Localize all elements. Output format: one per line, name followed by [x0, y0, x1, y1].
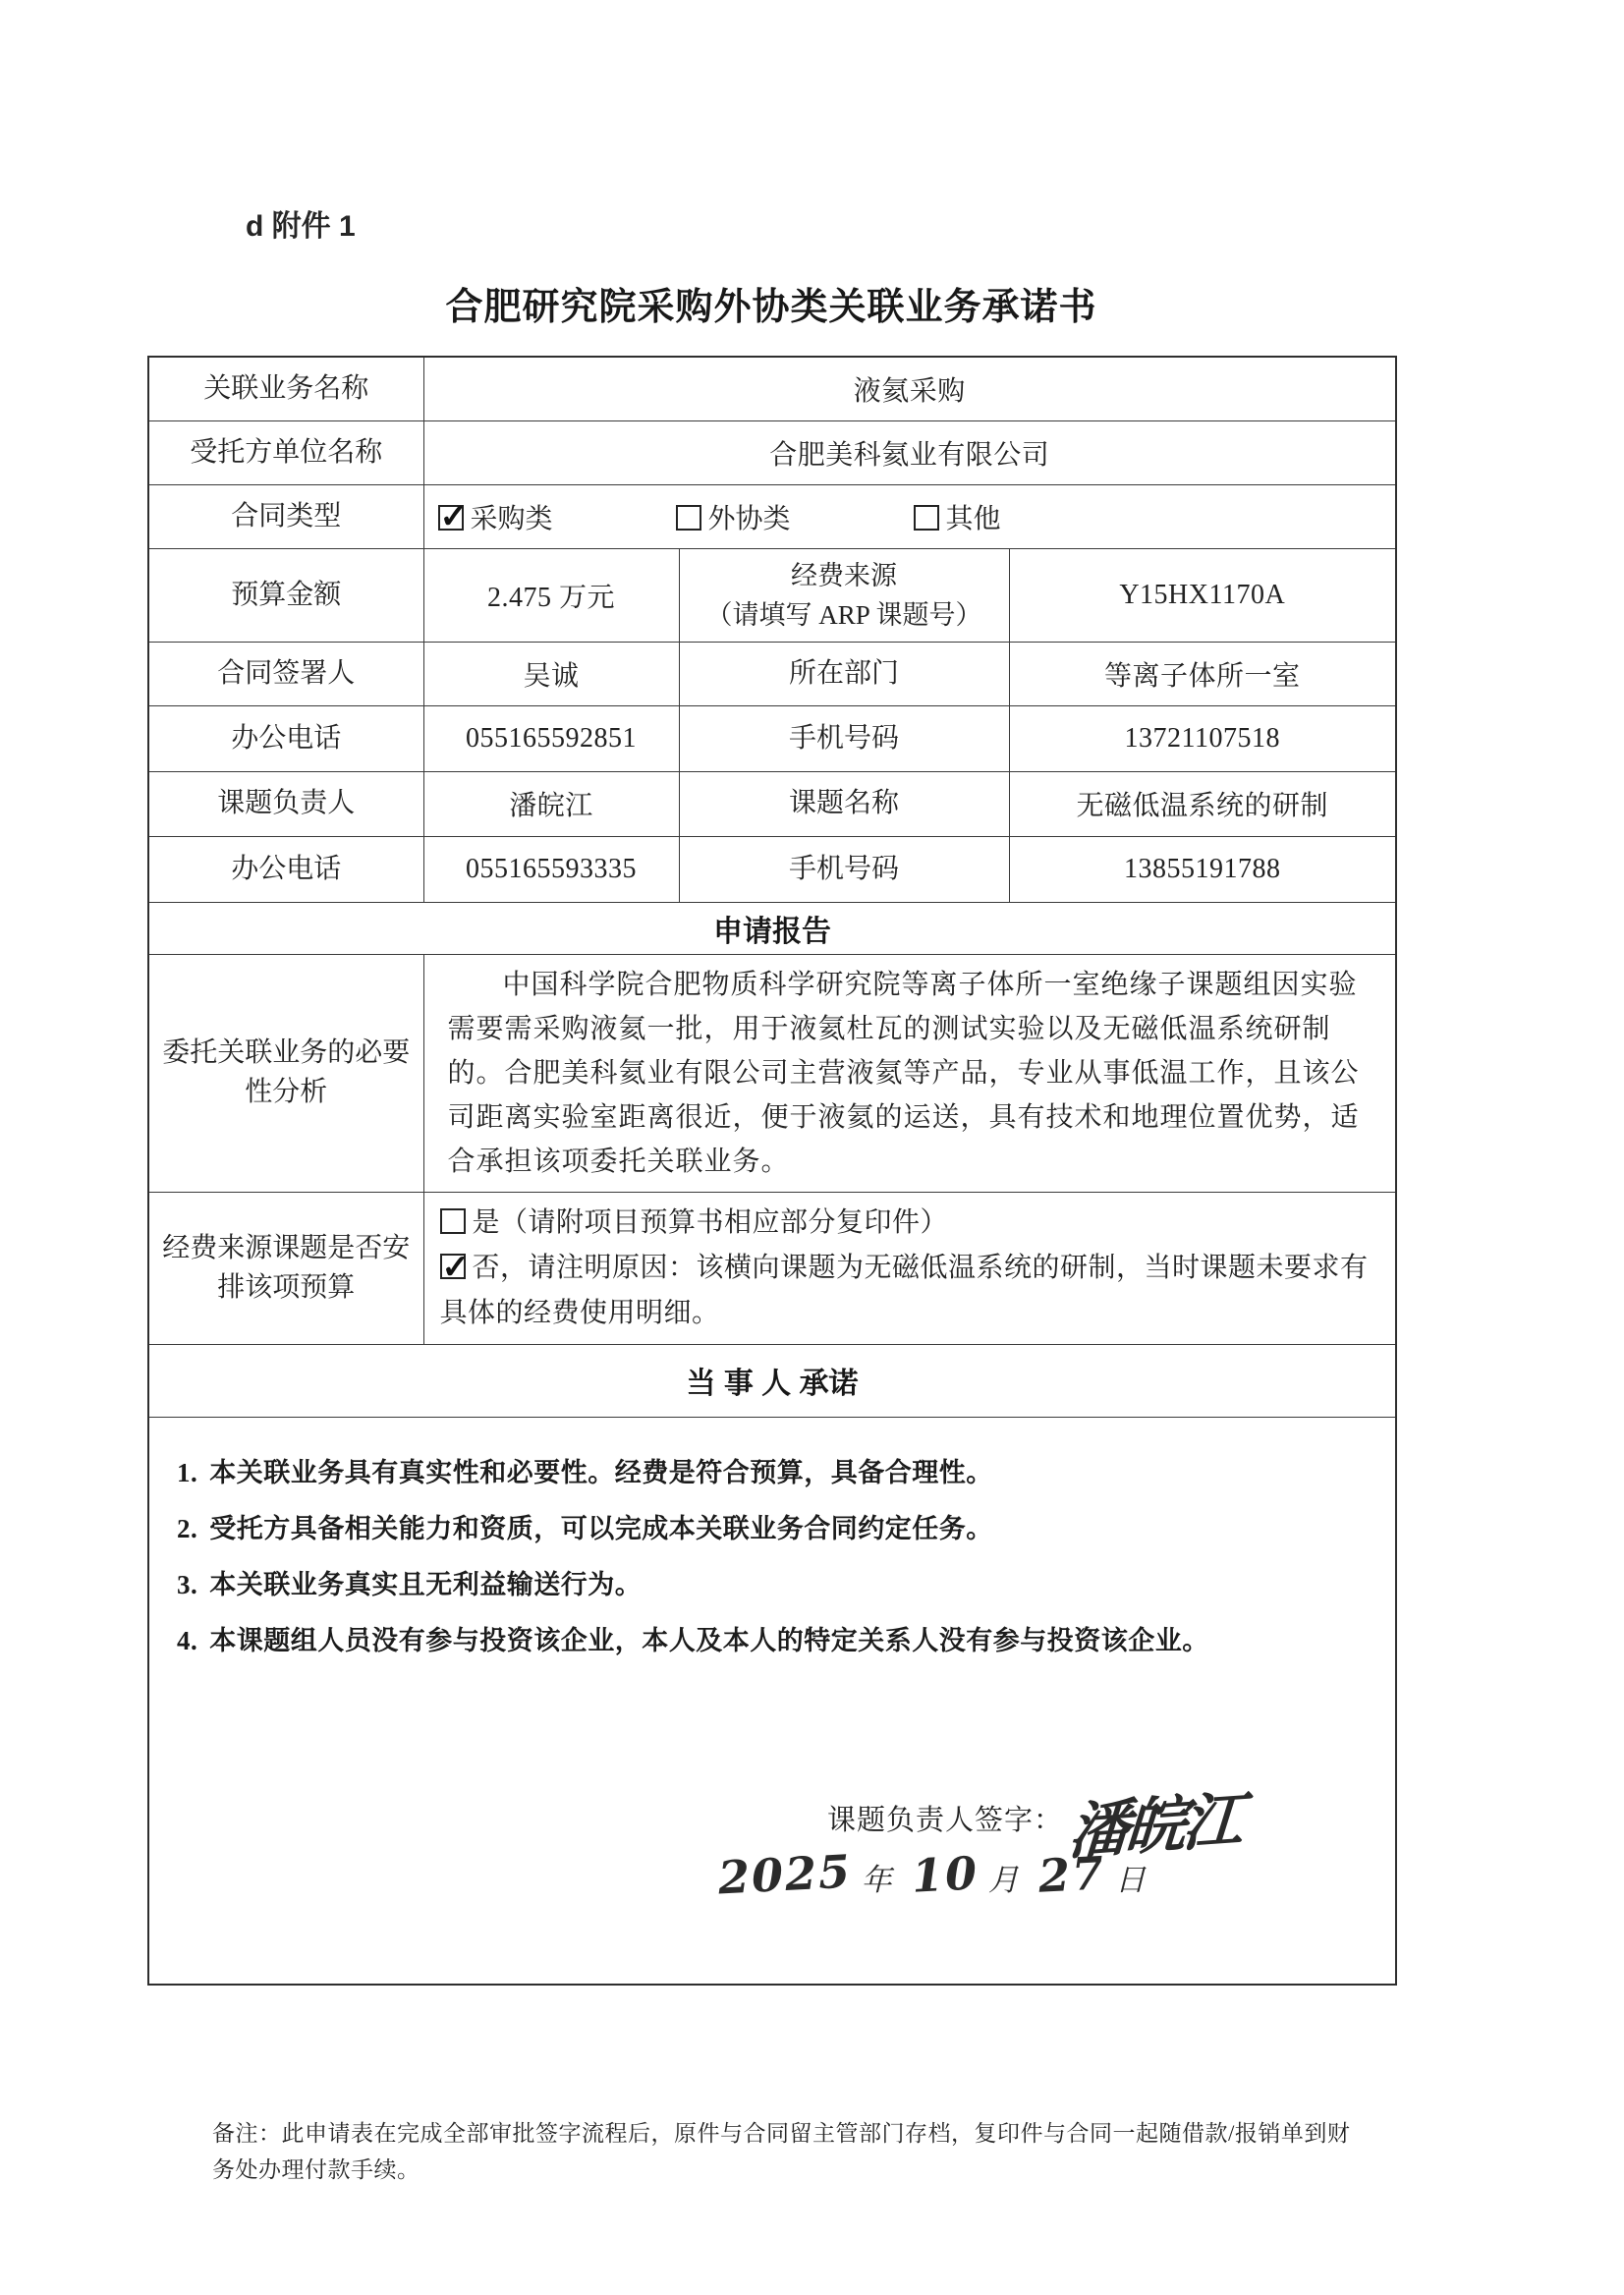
date-month: 10 — [910, 1845, 980, 1903]
signature-date — [177, 1843, 1240, 1905]
budget-value: 2.475 万元 — [423, 548, 679, 642]
checkbox-checked-icon — [438, 505, 464, 531]
footer-note: 备注：此申请表在完成全部审批签字流程后，原件与合同留主管部门存档，复印件与合同一起随借款/报销单到财务处办理付款手续。 — [212, 2121, 1351, 2182]
commitment-number: 4. — [177, 1625, 198, 1655]
department-value: 等离子体所一室 — [1009, 642, 1396, 705]
row-commitments — [148, 1417, 1396, 1985]
commitment-number: 2. — [177, 1513, 198, 1543]
row-contract-type — [148, 484, 1396, 548]
commitments-cell — [148, 1417, 1396, 1985]
row-necessity — [148, 954, 1396, 1192]
row-application-report-header — [148, 902, 1396, 954]
budget-arranged-options — [423, 1192, 1396, 1344]
date-year: 2025 — [716, 1843, 853, 1905]
mobile2-value: 13855191788 — [1009, 836, 1396, 902]
commitment-text: 本关联业务具有真实性和必要性。经费是符合预算，具备合理性。 — [209, 1457, 993, 1487]
budget-arranged-yes-label: 是（请附项目预算书相应部分复印件） — [472, 1206, 949, 1238]
mobile1-value: 13721107518 — [1009, 705, 1396, 771]
office-phone2-value: 055165593335 — [423, 836, 679, 902]
commitment-item — [177, 1445, 1366, 1501]
budget-arranged-no — [440, 1253, 1369, 1328]
checkbox-empty-icon — [914, 505, 939, 531]
row-office-phone-2 — [148, 836, 1396, 902]
row-project-leader — [148, 771, 1396, 836]
signer-label: 合同签署人 — [148, 642, 423, 705]
business-name-label: 关联业务名称 — [148, 357, 423, 420]
project-name-value: 无磁低温系统的研制 — [1009, 771, 1396, 836]
commitment-item — [177, 1501, 1366, 1557]
commitment-header: 当 事 人 承诺 — [148, 1344, 1396, 1417]
option-other — [914, 497, 1001, 536]
funding-source-value: Y15HX1170A — [1009, 548, 1396, 642]
mobile2-label: 手机号码 — [679, 836, 1009, 902]
signature-handwritten: 潘皖江 — [1066, 1783, 1243, 1868]
checkbox-empty-icon — [440, 1208, 466, 1234]
option-outsourcing — [676, 497, 791, 536]
date-day-suffix: 日 — [1115, 1862, 1146, 1898]
department-label: 所在部门 — [679, 642, 1009, 705]
signature-area — [177, 1777, 1366, 1905]
commitment-item — [177, 1557, 1366, 1613]
trustee-name-value: 合肥美科氦业有限公司 — [423, 420, 1396, 484]
date-day: 27 — [1036, 1845, 1107, 1903]
signature-label: 课题负责人签字： — [826, 1804, 1063, 1836]
row-trustee-name — [148, 420, 1396, 484]
commitment-text: 受托方具备相关能力和资质，可以完成本关联业务合同约定任务。 — [209, 1513, 993, 1543]
funding-source-label-line1: 经费来源 — [791, 560, 897, 590]
office-phone1-value: 055165592851 — [423, 705, 679, 771]
checkbox-empty-icon — [676, 505, 701, 531]
office-phone2-label: 办公电话 — [148, 836, 423, 902]
date-month-suffix: 月 — [987, 1862, 1019, 1898]
project-leader-label: 课题负责人 — [148, 771, 423, 836]
trustee-name-label: 受托方单位名称 — [148, 420, 423, 484]
necessity-text: 中国科学院合肥物质科学研究院等离子体所一室绝缘子课题组因实验需要需采购液氦一批，用于液氦杜瓦的测试实验以及无磁低温系统研制的。合肥美科氦业有限公司主营液氦等产品，专业从事低温工作，且该公司距离实验室距离很近，便于液氦的运送，具有技术和地理位置优势，适合承担该项委托关联业务。 — [423, 954, 1396, 1192]
application-report-header: 申请报告 — [148, 902, 1396, 954]
mobile1-label: 手机号码 — [679, 705, 1009, 771]
checkbox-checked-icon — [440, 1254, 466, 1279]
commitment-item — [177, 1613, 1366, 1669]
business-name-value: 液氦采购 — [423, 357, 1396, 420]
commitment-number: 1. — [177, 1457, 198, 1487]
commitment-number: 3. — [177, 1569, 198, 1599]
form-table — [147, 356, 1397, 1986]
date-year-suffix: 年 — [861, 1862, 892, 1898]
row-commitment-header — [148, 1344, 1396, 1417]
signature-line — [177, 1777, 1243, 1868]
row-budget-arranged — [148, 1192, 1396, 1344]
contract-type-options — [423, 484, 1396, 548]
commitment-text: 本课题组人员没有参与投资该企业，本人及本人的特定关系人没有参与投资该企业。 — [209, 1625, 1209, 1655]
budget-arranged-label: 经费来源课题是否安排该项预算 — [148, 1192, 423, 1344]
project-name-label: 课题名称 — [679, 771, 1009, 836]
funding-source-label-line2: （请填写 ARP 课题号） — [705, 599, 982, 630]
budget-arranged-no-label: 否，请注明原因：该横向课题为无磁低温系统的研制，当时课题未要求有具体的经费使用明细。 — [439, 1252, 1369, 1328]
necessity-label: 委托关联业务的必要性分析 — [148, 954, 423, 1192]
project-leader-value: 潘皖江 — [423, 771, 679, 836]
budget-arranged-yes — [440, 1201, 1376, 1246]
budget-label: 预算金额 — [148, 548, 423, 642]
row-signer — [148, 642, 1396, 705]
row-budget — [148, 548, 1396, 642]
row-office-phone-1 — [148, 705, 1396, 771]
attachment-label: d 附件 1 — [246, 210, 356, 243]
option-outsourcing-label: 外协类 — [707, 503, 791, 534]
option-purchase — [438, 497, 553, 536]
funding-source-label — [679, 548, 1009, 642]
row-business-name — [148, 357, 1396, 420]
option-purchase-label: 采购类 — [470, 503, 553, 534]
commitment-text: 本关联业务真实且无利益输送行为。 — [209, 1569, 643, 1599]
office-phone1-label: 办公电话 — [148, 705, 423, 771]
signer-value: 吴诚 — [423, 642, 679, 705]
option-other-label: 其他 — [945, 503, 1001, 534]
contract-type-label: 合同类型 — [148, 484, 423, 548]
commitment-list — [177, 1445, 1366, 1669]
page-title: 合肥研究院采购外协类关联业务承诺书 — [445, 287, 1097, 328]
